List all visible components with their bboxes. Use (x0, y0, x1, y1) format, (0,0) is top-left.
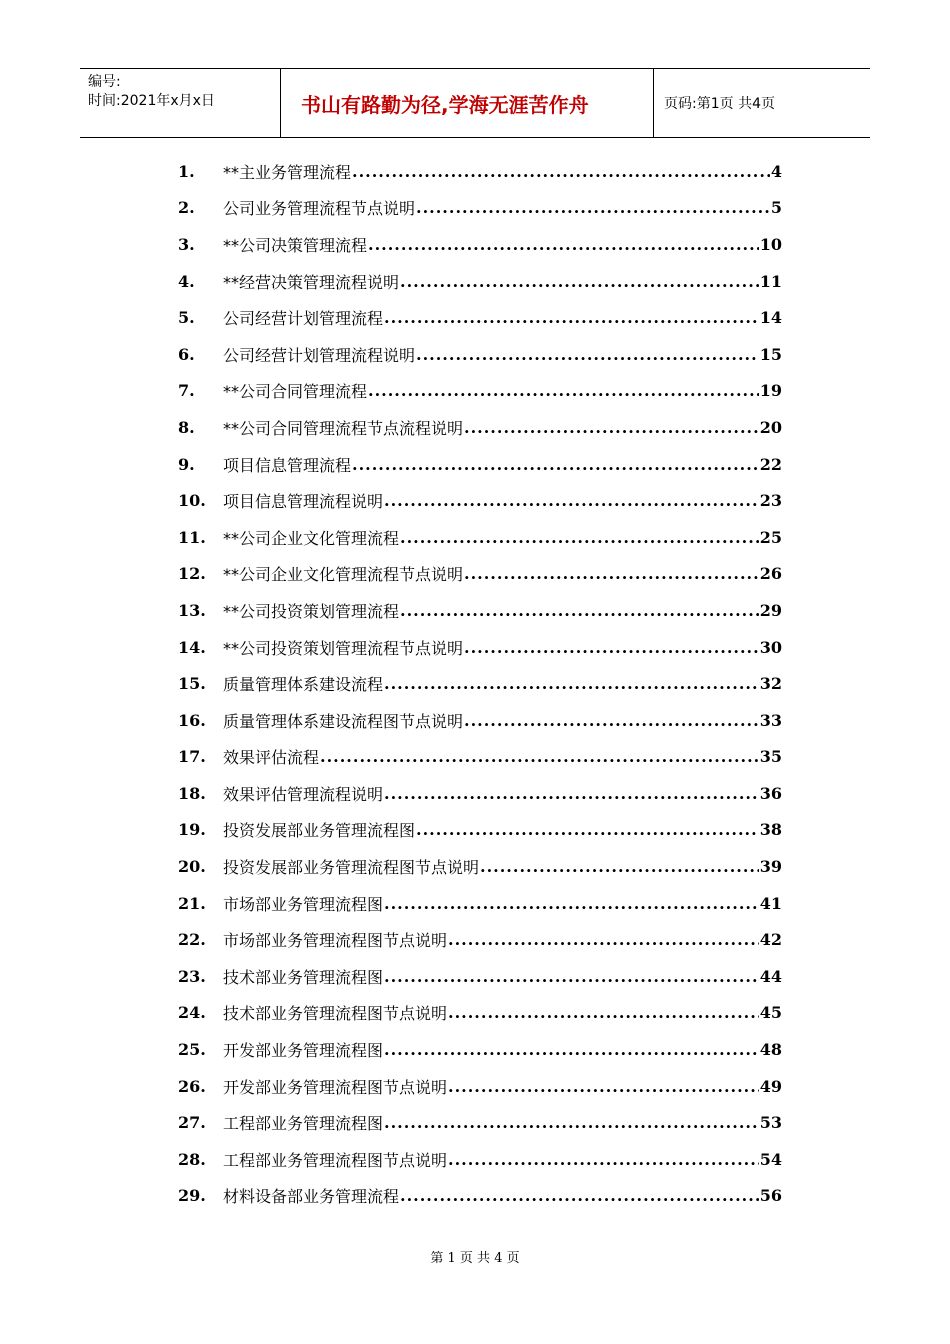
toc-entry[interactable] (178, 299, 782, 336)
toc-dot-leader (400, 272, 759, 291)
toc-entry-number: 10. (178, 491, 206, 511)
header-motto: 书山有路勤为径,学海无涯苦作舟 (281, 69, 654, 137)
toc-entry-title: **公司合同管理流程 (223, 382, 368, 402)
toc-dot-leader (368, 235, 759, 254)
toc-dot-leader (384, 308, 759, 327)
toc-entry-page: 36 (759, 783, 782, 803)
toc-entry-page: 44 (759, 966, 782, 986)
toc-entry-title: 材料设备部业务管理流程 (223, 1187, 400, 1207)
toc-entry[interactable] (178, 665, 782, 702)
toc-entry-number: 12. (178, 564, 206, 584)
toc-entry-page: 5 (770, 198, 782, 218)
header-page-info: 页码:第1页 共4页 (664, 96, 775, 112)
toc-entry-number: 15. (178, 674, 206, 694)
toc-dot-leader (416, 198, 770, 217)
toc-dot-leader (448, 1150, 759, 1169)
toc-dot-leader (384, 784, 759, 803)
toc-entry-page: 42 (759, 930, 782, 950)
toc-entry[interactable] (178, 446, 782, 483)
toc-dot-leader (416, 820, 759, 839)
toc-entry-number: 27. (178, 1113, 206, 1133)
toc-entry[interactable] (178, 190, 782, 227)
toc-entry-number: 6. (178, 344, 195, 364)
toc-entry-page: 35 (759, 747, 782, 767)
toc-entry-title: 质量管理体系建设流程 (223, 675, 384, 695)
toc-dot-leader (352, 162, 770, 181)
toc-entry-number: 11. (178, 527, 206, 547)
toc-entry-title: 投资发展部业务管理流程图 (223, 821, 416, 841)
toc-entry-number: 22. (178, 930, 206, 950)
toc-entry-number: 25. (178, 1040, 206, 1060)
toc-dot-leader (400, 528, 759, 547)
document-time-label: 时间:2021年x月x日 (88, 93, 215, 109)
toc-entry-page: 33 (759, 710, 782, 730)
toc-entry-number: 23. (178, 966, 206, 986)
toc-entry-page: 56 (759, 1186, 782, 1206)
toc-entry-title: 公司经营计划管理流程说明 (223, 345, 416, 365)
toc-entry[interactable] (178, 958, 782, 995)
toc-entry-title: **公司企业文化管理流程 (223, 528, 400, 548)
toc-entry-page: 11 (759, 271, 782, 291)
toc-entry[interactable] (178, 226, 782, 263)
toc-entry-number: 5. (178, 308, 195, 328)
toc-dot-leader (400, 601, 759, 620)
toc-entry-page: 29 (759, 600, 782, 620)
toc-entry-title: 技术部业务管理流程图节点说明 (223, 1004, 448, 1024)
toc-entry[interactable] (178, 482, 782, 519)
toc-entry[interactable] (178, 702, 782, 739)
toc-entry[interactable] (178, 1068, 782, 1105)
toc-entry-number: 13. (178, 600, 206, 620)
toc-entry-title: 公司业务管理流程节点说明 (223, 199, 416, 219)
toc-entry-page: 20 (759, 417, 782, 437)
toc-entry-number: 14. (178, 637, 206, 657)
toc-entry-page: 38 (759, 820, 782, 840)
toc-entry[interactable] (178, 812, 782, 849)
toc-entry-title: 项目信息管理流程说明 (223, 492, 384, 512)
toc-entry-title: 工程部业务管理流程图 (223, 1114, 384, 1134)
toc-entry[interactable] (178, 995, 782, 1032)
toc-dot-leader (384, 674, 759, 693)
toc-dot-leader (448, 930, 759, 949)
toc-entry-page: 25 (759, 527, 782, 547)
toc-dot-leader (448, 1003, 759, 1022)
document-number-label: 编号: (88, 74, 121, 90)
toc-entry-number: 1. (178, 161, 195, 181)
toc-entry-title: **公司投资策划管理流程节点说明 (223, 638, 464, 658)
toc-entry[interactable] (178, 519, 782, 556)
toc-dot-leader (400, 1186, 759, 1205)
toc-entry-title: 项目信息管理流程 (223, 455, 352, 475)
toc-dot-leader (384, 894, 759, 913)
toc-entry-page: 26 (759, 564, 782, 584)
toc-entry-page: 4 (770, 161, 782, 181)
toc-entry-number: 16. (178, 710, 206, 730)
toc-entry[interactable] (178, 885, 782, 922)
toc-dot-leader (352, 455, 759, 474)
toc-dot-leader (384, 967, 759, 986)
toc-entry-title: 质量管理体系建设流程图节点说明 (223, 711, 464, 731)
toc-entry[interactable] (178, 153, 782, 190)
toc-entry-title: **公司企业文化管理流程节点说明 (223, 565, 464, 585)
toc-entry-page: 14 (759, 308, 782, 328)
toc-entry-number: 18. (178, 783, 206, 803)
toc-entry-title: 投资发展部业务管理流程图节点说明 (223, 858, 480, 878)
toc-entry-title: 工程部业务管理流程图节点说明 (223, 1150, 448, 1170)
toc-entry[interactable] (178, 1031, 782, 1068)
toc-entry[interactable] (178, 739, 782, 776)
toc-entry-number: 2. (178, 198, 195, 218)
toc-entry-page: 19 (759, 381, 782, 401)
toc-dot-leader (448, 1077, 759, 1096)
toc-entry[interactable] (178, 409, 782, 446)
toc-dot-leader (384, 1040, 759, 1059)
toc-entry-page: 41 (759, 893, 782, 913)
toc-entry[interactable] (178, 592, 782, 629)
header-meta (80, 69, 281, 137)
page-header (80, 68, 870, 138)
toc-entry-page: 53 (759, 1113, 782, 1133)
toc-entry-page: 32 (759, 674, 782, 694)
toc-entry[interactable] (178, 1104, 782, 1141)
toc-dot-leader (384, 1113, 759, 1132)
toc-entry-title: 公司经营计划管理流程 (223, 309, 384, 329)
toc-entry-title: **公司决策管理流程 (223, 235, 368, 255)
toc-dot-leader (464, 638, 759, 657)
toc-entry-page: 54 (759, 1149, 782, 1169)
page-footer: 第 1 页 共 4 页 (430, 1251, 520, 1266)
toc-entry[interactable] (178, 1178, 782, 1215)
toc-entry-title: 效果评估管理流程说明 (223, 784, 384, 804)
toc-dot-leader (368, 381, 759, 400)
toc-entry[interactable] (178, 556, 782, 593)
toc-entry-number: 3. (178, 234, 195, 254)
toc-dot-leader (480, 857, 759, 876)
toc-entry-page: 23 (759, 491, 782, 511)
toc-entry-title: 开发部业务管理流程图节点说明 (223, 1077, 448, 1097)
toc-entry-title: 市场部业务管理流程图节点说明 (223, 931, 448, 951)
toc-dot-leader (320, 747, 759, 766)
toc-entry-number: 8. (178, 417, 195, 437)
toc-dot-leader (384, 491, 759, 510)
toc-entry[interactable] (178, 373, 782, 410)
toc-entry-title: 市场部业务管理流程图 (223, 894, 384, 914)
toc-entry-page: 49 (759, 1076, 782, 1096)
toc-entry-page: 39 (759, 857, 782, 877)
toc-entry[interactable] (178, 848, 782, 885)
toc-entry[interactable] (178, 921, 782, 958)
toc-entry-title: 效果评估流程 (223, 748, 320, 768)
toc-entry[interactable] (178, 1141, 782, 1178)
toc-entry-number: 19. (178, 820, 206, 840)
table-of-contents (178, 153, 782, 1214)
toc-entry-number: 21. (178, 893, 206, 913)
toc-entry-page: 10 (759, 234, 782, 254)
toc-entry-page: 48 (759, 1040, 782, 1060)
toc-entry-number: 9. (178, 454, 195, 474)
toc-entry-title: **公司合同管理流程节点流程说明 (223, 418, 464, 438)
toc-entry-number: 4. (178, 271, 195, 291)
toc-entry-title: **经营决策管理流程说明 (223, 272, 400, 292)
toc-entry-number: 24. (178, 1003, 206, 1023)
toc-entry-number: 26. (178, 1076, 206, 1096)
toc-entry-title: **公司投资策划管理流程 (223, 601, 400, 621)
toc-entry-title: **主业务管理流程 (223, 162, 352, 182)
toc-dot-leader (464, 564, 759, 583)
toc-entry[interactable] (178, 775, 782, 812)
toc-entry-page: 30 (759, 637, 782, 657)
toc-entry[interactable] (178, 629, 782, 666)
toc-entry-number: 29. (178, 1186, 206, 1206)
toc-entry-number: 20. (178, 857, 206, 877)
toc-entry-page: 45 (759, 1003, 782, 1023)
toc-entry-title: 技术部业务管理流程图 (223, 967, 384, 987)
toc-entry-page: 15 (759, 344, 782, 364)
toc-entry-number: 28. (178, 1149, 206, 1169)
toc-dot-leader (416, 345, 759, 364)
toc-entry-number: 17. (178, 747, 206, 767)
toc-dot-leader (464, 711, 759, 730)
toc-entry[interactable] (178, 263, 782, 300)
toc-entry-page: 22 (759, 454, 782, 474)
toc-entry-title: 开发部业务管理流程图 (223, 1041, 384, 1061)
toc-entry-number: 7. (178, 381, 195, 401)
toc-entry[interactable] (178, 336, 782, 373)
toc-dot-leader (464, 418, 759, 437)
